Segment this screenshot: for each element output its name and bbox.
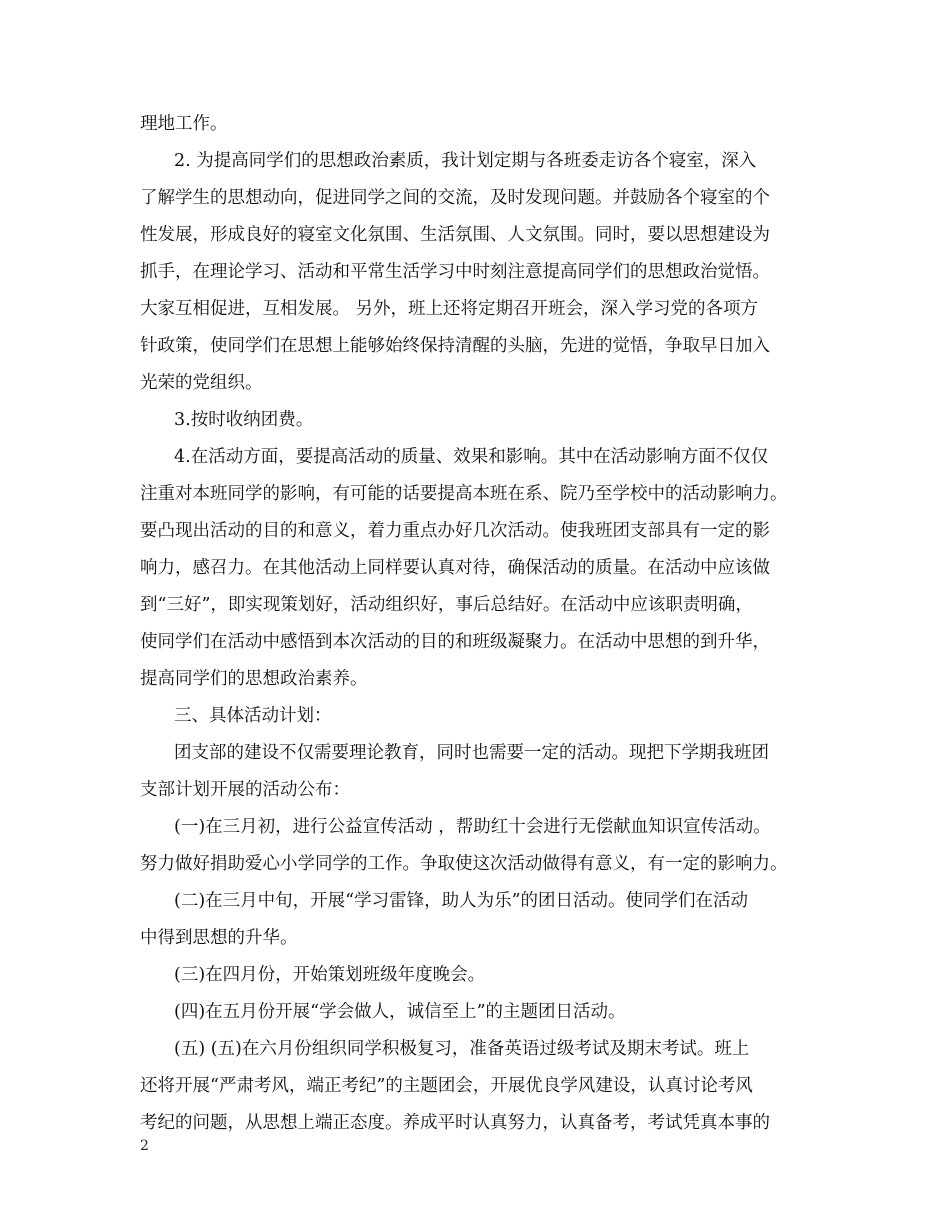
- text-line: 团支部的建设不仅需要理论教育，同时也需要一定的活动。现把下学期我班团: [174, 743, 769, 763]
- text-line: 到“三好”，即实现策划好，活动组织好，事后总结好。在活动中应该职责明确，: [140, 595, 753, 615]
- text-line: 抓手，在理论学习、活动和平常生活学习中时刻注意提高同学们的思想政治觉悟。: [140, 262, 770, 282]
- text-line: 理地工作。: [140, 114, 228, 134]
- text-line: (四)在五月份开展“学会做人，诚信至上”的主题团日活动。: [174, 1002, 626, 1022]
- text-line: 努力做好捐助爱心小学同学的工作。争取使这次活动做得有意义，有一定的影响力。: [140, 854, 788, 874]
- text-line: 支部计划开展的活动公布：: [140, 780, 350, 800]
- text-line: 针政策，使同学们在思想上能够始终保持清醒的头脑，先进的觉悟，争取早日加入: [140, 336, 770, 356]
- text-line: 中得到思想的升华。: [140, 928, 298, 948]
- text-line: 大家互相促进，互相发展。 另外，班上还将定期召开班会，深入学习党的各项方: [140, 299, 759, 319]
- text-line: 还将开展“严肃考风，端正考纪”的主题团会，开展优良学风建设，认真讨论考风: [140, 1076, 753, 1096]
- text-line: 性发展，形成良好的寝室文化氛围、生活氛围、人文氛围。同时，要以思想建设为: [140, 225, 770, 245]
- text-line: 提高同学们的思想政治素养。: [140, 669, 368, 689]
- text-line: (三)在四月份，开始策划班级年度晚会。: [174, 965, 486, 985]
- page-number: 2: [140, 1138, 149, 1154]
- text-line: 注重对本班同学的影响，有可能的话要提高本班在系、院乃至学校中的活动影响力。: [140, 484, 788, 504]
- text-line: (五) (五)在六月份组织同学积极复习，准备英语过级考试及期末考试。班上: [174, 1039, 750, 1059]
- text-line: 使同学们在活动中感悟到本次活动的目的和班级凝聚力。在活动中思想的到升华，: [140, 632, 770, 652]
- text-line: 4.在活动方面，要提高活动的质量、效果和影响。其中在活动影响方面不仅仅: [174, 447, 769, 467]
- text-line: (一)在三月初，进行公益宣传活动 ，帮助红十会进行无偿献血知识宣传活动。: [174, 817, 771, 837]
- text-line: 光荣的党组织。: [140, 373, 263, 393]
- text-line: 2. 为提高同学们的思想政治素质，我计划定期与各班委走访各个寝室，深入: [174, 151, 757, 171]
- section-heading: 三、具体活动计划：: [174, 706, 332, 726]
- text-line: 考纪的问题，从思想上端正态度。养成平时认真努力，认真备考，考试凭真本事的: [140, 1113, 770, 1133]
- text-line: (二)在三月中旬，开展“学习雷锋，助人为乐”的团日活动。使同学们在活动: [174, 891, 749, 911]
- text-line: 响力，感召力。在其他活动上同样要认真对待，确保活动的质量。在活动中应该做: [140, 558, 770, 578]
- text-line: 3.按时收纳团费。: [174, 410, 314, 430]
- text-line: 要凸现出活动的目的和意义，着力重点办好几次活动。使我班团支部具有一定的影: [140, 521, 770, 541]
- text-line: 了解学生的思想动向，促进同学之间的交流，及时发现问题。并鼓励各个寝室的个: [140, 188, 770, 208]
